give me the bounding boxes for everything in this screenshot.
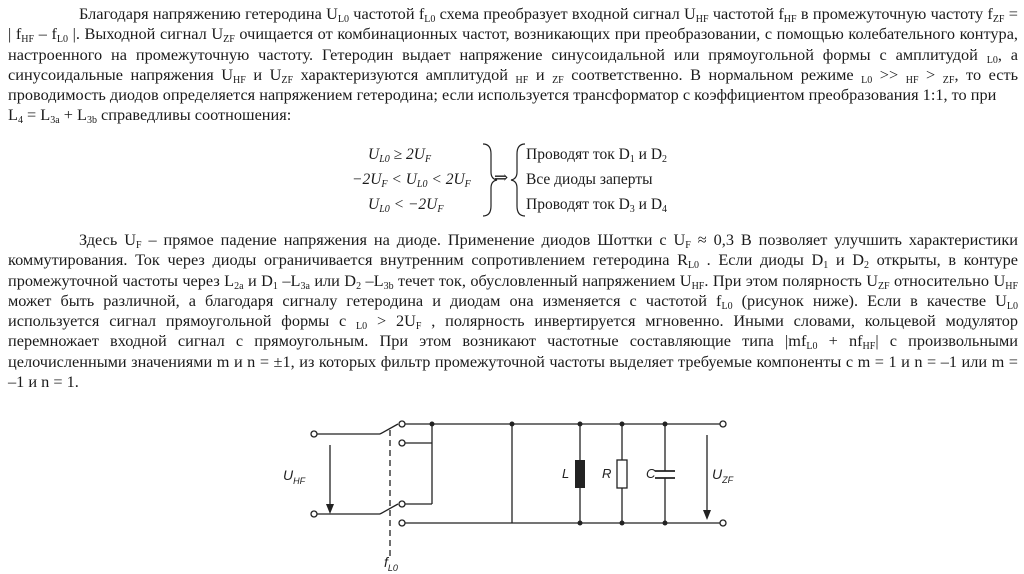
junction-dot-4 [620,422,625,427]
inductor-symbol [575,460,585,488]
junction-dot-6 [578,521,583,526]
paragraph-1: Благодаря напряжению гетеродина $U_{L0}$ частотой $f_{L0}$ схема преобразует входной сигнал $U_{HF}$ частотой $f_{HF}$ в промежуточную частоту $f_{ZF}$ = | $f_{HF} - f_{L0}$ |. Выходной сигнал $U_{ZF}$ очищается от комбинационных частот, возникающих при преобразовании, с помощью колебательного контура, настроенного на промежуточную частоту. Гетеродин выдает напряжение синусоидальной или прямоугольной формы с амплитудой $_{L0}$, а синусоидальные напряжения $U_{HF}$ и $U_{ZF}$ характеризуются амплитудой $_{HF}$ и $_{ZF}$ соответственно. В нормальном режиме $_{L0}$ >> $_{HF}$ > $_{ZF}$, то есть проводимость диодов определяется напряжением гетеродина; если используется трансформатор с коэффициентом преобразования 1:1, то при $L_4 = L_{3a} + L_{3b}$ справедливы соотношения: [8,4,1019,127]
junction-dot-5 [663,422,668,427]
switch-blade-top [380,424,398,434]
output-terminal-bottom [720,520,726,526]
junction-dot-1 [430,422,435,427]
input-terminal-top [311,431,317,437]
capacitor-label: C [646,466,656,481]
condition-right-2: Все диоды заперты [526,171,653,188]
junction-dot-8 [663,521,668,526]
switch-contact-2 [399,440,405,446]
input-arrowhead [326,504,334,514]
switch-contact-4 [399,520,405,526]
condition-left-2: $-2U_F < U_{L0} < 2U_F$ [352,171,471,190]
lo-frequency-label: $f_{L0}$ [384,554,398,573]
inductor-label: L [562,466,570,481]
switch-contact-3 [399,501,405,507]
junction-dot-7 [620,521,625,526]
condition-right-1: Проводят ток $D_1$ и $D_2$ [526,146,668,165]
output-terminal-top [720,421,726,427]
condition-right-3: Проводят ток $D_3$ и $D_4$ [526,196,668,215]
switch-blade-bottom [380,504,398,514]
output-arrowhead [703,510,711,520]
paragraph-2: Здесь $U_F$ – прямое падение напряжения на диоде. Применение диодов Шоттки с $U_F \approx 0,3$ В позволяет улучшить характеристики коммутирования. Ток через диоды ограничивается внутренним сопротивлением гетеродина $R_{L0}$ . Если диоды $D_1$ и $D_2$ открыты, в контуре промежуточной частоты через $L_{2a}$ и $D_1$ $-L_{3a}$ или $D_2$ $-L_{3b}$ течет ток, обусловленный напряжением $U_{HF}$. При этом полярность $U_{ZF}$ относительно $U_{HF}$ может быть различной, а благодаря сигналу гетеродина и диодам она изменяется с частотой $f_{L0}$ (рисунок ниже). Если в качестве $U_{L0}$ используется сигнал прямоугольной формы с $_{L0} > 2U_F$ , полярность инвертируется мгновенно. Иными словами, кольцевой модулятор перемножает входной сигнал с прямоугольным. При этом возникают частотные составляющие типа $|mf_{L0} + nf_{HF}|$ с произвольными целочисленными значениями m и n = ±1, из которых фильтр промежуточной частоты выделяет требуемые компоненты с m = 1 и n = –1 или m = –1 и n = 1. [8,230,1019,392]
output-voltage-label: $U_{ZF}$ [712,466,734,485]
input-terminal-bottom [311,511,317,517]
resistor-label: R [602,466,612,481]
implies-arrow: ⇒ [494,168,509,188]
junction-dot-3 [578,422,583,427]
junction-dot-2 [510,422,515,427]
condition-left-3: $U_{L0} < -2U_F$ [368,196,444,215]
switch-contact-1 [399,421,405,427]
condition-left-1: $U_{L0} \ge 2U_F$ [368,146,432,165]
resistor-symbol [617,460,627,488]
input-voltage-label: $U_{HF}$ [283,467,306,486]
